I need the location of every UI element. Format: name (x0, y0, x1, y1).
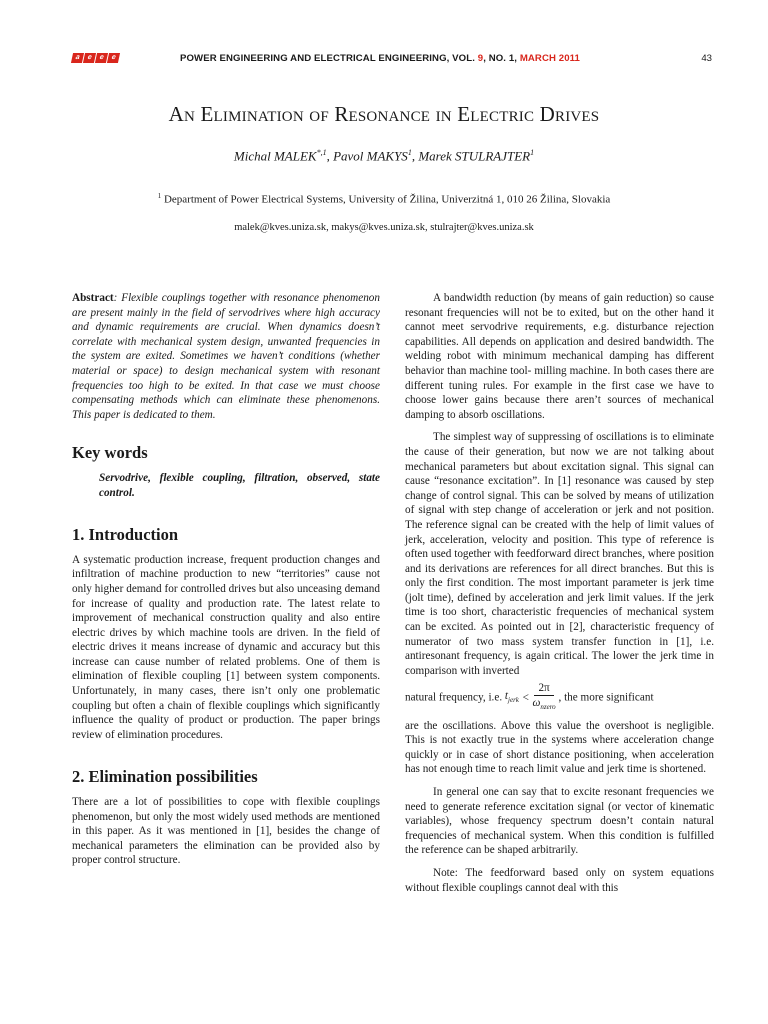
jerk-time-formula (505, 682, 556, 714)
author-separator: , (411, 148, 419, 164)
author-name: Pavol MAKYS (333, 148, 408, 164)
fraction-numerator: 2π (534, 682, 553, 696)
issue-number: 1 (508, 53, 515, 64)
page-header (72, 50, 712, 68)
author-list (0, 148, 768, 164)
no-label: , NO. (483, 53, 509, 64)
author-name: Marek STULRAJTER (418, 148, 531, 164)
formula-variable: $t_{jerk}$ (504, 690, 519, 705)
right-column (405, 291, 714, 903)
elimination-text: There are a lot of possibilities to cope with flexible couplings phenomenon, but only the most widely used methods are mentioned in this paper. As it was mentioned in [1], besides the change of mechanical parameters the elimination can be provided also by proper control structure. (72, 796, 380, 867)
paragraph-excitation: In general one can say that to excite resonant frequencies we need to generate reference excitation signal (or vector of kinematic variables), whose frequency spectrum doesn’t contain natural frequencies of mechanical system. When this condition is fulfilled the reference can be shaped arbitrarily. (405, 786, 714, 857)
author-affiliation-mark: 1 (407, 148, 412, 157)
abstract-text: Flexible couplings together with resonance phenomenon are present mainly in the field of servodrives where high accuracy and dynamic requirements are crucial. When dynamics doesn’t correlate with mechanical system design, unwanted frequencies in the system are exited. Sometimes we haven’t conditions (whether material or space) to design mechanical system with resonant frequencies too high to be exited. In that case we must choose compensating methods which can eliminate these phenomenons. This paper is dedicated to them. (72, 292, 380, 421)
logo-letter: e (83, 53, 96, 63)
author-separator: , (326, 148, 334, 164)
paragraph-bandwidth: A bandwidth reduction (by means of gain reduction) so cause resonant frequencies will not be to exited, but on the other hand it cannot meet servodrive requirements, e.g. disturbance rejection capabilities. All depends on application and desired bandwidth. The welding robot with minimum mechanical damping has different behavior than machine tool- milling machine. In both cases there are different tuning rules. For example in the first case we have to choose lower gains because there aren’t sources of mechanical damping to absorb oscillations. (405, 292, 714, 421)
formula-lead-text: natural frequency, i.e. (405, 692, 505, 705)
affiliation-mark: 1 (157, 192, 162, 200)
author-name: Michal MALEK (233, 148, 317, 164)
author-affiliation-mark: 1 (530, 148, 535, 157)
author-emails: malek@kves.uniza.sk, makys@kves.uniza.sk, stulrajter@kves.uniza.sk (234, 222, 534, 233)
formula-operator: < (521, 692, 530, 705)
left-column (72, 291, 380, 868)
affiliation (0, 192, 768, 206)
logo-letter: e (107, 53, 120, 63)
page-number: 43 (701, 53, 712, 64)
abstract (72, 291, 380, 422)
paragraph-overshoot: are the oscillations. Above this value the overshoot is negligible. This is not exactly true in the systems where acceleration change quickly or in case of short distance positioning, when acceleration has not enough time to reach limit value and jerk time is shortened. (405, 719, 714, 776)
formula-line (405, 678, 714, 718)
affiliation-text: Department of Power Electrical Systems, University of Žilina, Univerzitná 1, 010 26 Žilina, Slovakia (161, 193, 611, 206)
formula-fraction (532, 682, 555, 714)
abstract-label: Abstract (72, 292, 114, 304)
paragraph-note: Note: The feedforward based only on system equations without flexible couplings cannot deal with this (405, 867, 714, 894)
paper-title: An Elimination of Resonance in Electric Drives (168, 102, 600, 126)
author-affiliation-mark: *,1 (316, 148, 327, 157)
introduction-text: A systematic production increase, frequent production changes and infiltration of machine production to new “territories” cause not only higher demand for controlled drives but also unceasing demand for increase of quality and production rate. The latest relate to improvement of mechanical construction quality and also entire electric drives by which machine tools are driven. In the field of electric drives it means increase of dynamic and accuracy but this increase can cause number of related problems. One of them is elimination of flexible coupling [1] between system components. Unfortunately, in many cases, there isn’t only one problematic coupling but often a chain of flexible couplings which significantly influence the quality of product or production. The paper brings review of elimination procedures. (72, 553, 380, 741)
journal-citation (180, 53, 580, 64)
fraction-denominator: $\omega_{nzero}$ (532, 697, 556, 712)
issue-date: MARCH 2011 (519, 53, 580, 64)
logo-letter: e (95, 53, 108, 63)
keywords-text: Servodrive, flexible coupling, filtration, observed, state control. (99, 471, 380, 499)
date-separator: , (514, 53, 520, 64)
vol-label: , VOL. (446, 53, 478, 64)
abstract-colon: : (113, 292, 122, 304)
formula-tail-text: , the more significant (558, 692, 654, 705)
volume-number: 9 (477, 53, 484, 64)
logo-letter: a (71, 53, 84, 63)
keywords-heading: Key words (72, 443, 148, 463)
section-heading-introduction: 1. Introduction (72, 525, 179, 545)
journal-logo (72, 53, 119, 63)
section-heading-elimination: 2. Elimination possibilities (72, 767, 258, 787)
paragraph-oscillations: The simplest way of suppressing of oscillations is to eliminate the cause of their generation, but now we are not talking about mechanical parameters but about excitation signal. This signal can cause “resonance excitation”. In [1] resonance was caused by step change of control signal. This can be solved by means of utilization of signal with step change of acceleration or jerk and not position. The reference signal can be created with the help of limit values of jerk, acceleration, velocity and position. This type of reference is often used together with feedforward direct branches, where position and its derivations are references for all direct branches. But this is only the first condition. The most important parameter is jerk time (jolt time), defined by acceleration and jerk limit values. If the jerk time is too short, characteristic frequencies of mechanical system can be excited. As pointed out in [2], characteristic frequency of numerator of two mass system transfer function in [1], i.e. antiresonant frequency, is again critical. The lower the jerk time in comparison with inverted (405, 431, 714, 677)
journal-name: POWER ENGINEERING AND ELECTRICAL ENGINEERING (180, 53, 447, 64)
